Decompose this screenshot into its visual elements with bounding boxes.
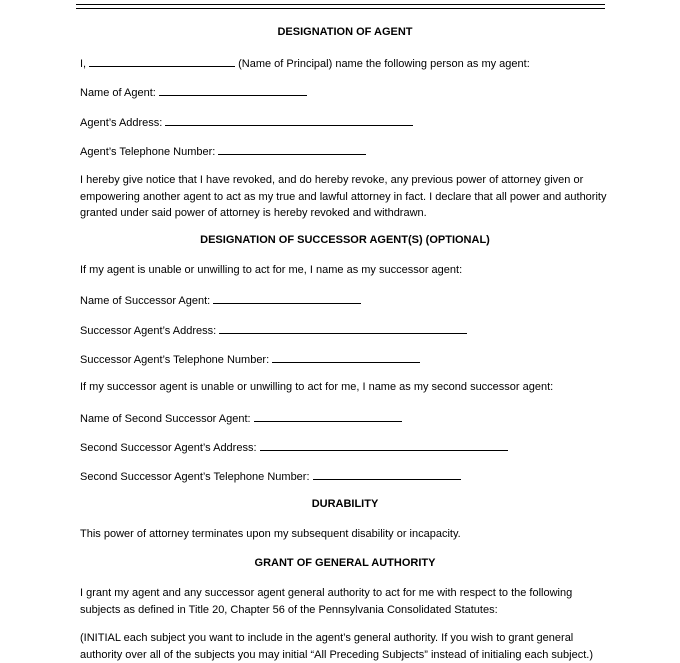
agent-phone-line: [80, 144, 369, 159]
successor-address-field[interactable]: [219, 323, 467, 334]
second-successor-address-label: Second Successor Agent’s Address:: [80, 442, 257, 454]
successor-phone-field[interactable]: [272, 352, 420, 363]
second-successor-phone-field[interactable]: [313, 469, 461, 480]
top-rule-double: [76, 8, 605, 9]
successor-address-label: Successor Agent’s Address:: [80, 325, 217, 337]
successor-name-line: [80, 293, 364, 308]
general-authority-paragraph: I grant my agent and any successor agent general authority to act for me with respect to the following subjects as defined in Title 20, Chapter 56 of the Pennsylvania Consolidated Statutes:: [80, 587, 573, 616]
successor-address-line: [80, 323, 470, 338]
second-successor-name-field[interactable]: [254, 411, 402, 422]
second-successor-phone-line: [80, 469, 464, 484]
agent-name-field[interactable]: [159, 85, 307, 96]
agent-address-label: Agent’s Address:: [80, 117, 163, 129]
principal-prefix: I,: [80, 58, 87, 70]
second-successor-intro: If my successor agent is unable or unwilling to act for me, I name as my second successor agent:: [80, 381, 554, 393]
initial-instruction-paragraph: (INITIAL each subject you want to include in the agent’s general authority. If you wish to grant general authority over all of the subjects you may initial “All Preceding Subjects” instead of initialing each subject.): [80, 632, 593, 661]
second-successor-phone-label: Second Successor Agent’s Telephone Number:: [80, 471, 310, 483]
agent-address-field[interactable]: [165, 115, 413, 126]
successor-name-field[interactable]: [213, 293, 361, 304]
second-successor-address-line: [80, 440, 511, 455]
durability-text: This power of attorney terminates upon my subsequent disability or incapacity.: [80, 528, 461, 540]
agent-name-line: [80, 85, 310, 100]
heading-successor-agents: DESIGNATION OF SUCCESSOR AGENT(S) (OPTIONAL): [200, 234, 490, 246]
principal-line: [80, 56, 530, 71]
principal-suffix: (Name of Principal) name the following person as my agent:: [238, 58, 530, 70]
heading-durability: DURABILITY: [311, 498, 379, 510]
agent-name-label: Name of Agent:: [80, 87, 156, 99]
successor-intro: If my agent is unable or unwilling to act for me, I name as my successor agent:: [80, 264, 463, 276]
agent-address-line: [80, 115, 416, 130]
agent-phone-field[interactable]: [218, 144, 366, 155]
successor-phone-label: Successor Agent’s Telephone Number:: [80, 354, 270, 366]
successor-name-label: Name of Successor Agent:: [80, 295, 211, 307]
revocation-paragraph: I hereby give notice that I have revoked, and do hereby revoke, any previous power of attorney given or empowering another agent to act as my true and lawful attorney in fact. I declare that all power and authority granted under said power of attorney is hereby revoked and withdrawn.: [80, 174, 607, 219]
top-rule: [76, 4, 605, 5]
heading-designation-of-agent: DESIGNATION OF AGENT: [277, 26, 413, 38]
second-successor-address-field[interactable]: [260, 440, 508, 451]
successor-phone-line: [80, 352, 423, 367]
principal-name-field[interactable]: [89, 56, 235, 67]
heading-general-authority: GRANT OF GENERAL AUTHORITY: [254, 557, 436, 569]
agent-phone-label: Agent’s Telephone Number:: [80, 146, 216, 158]
second-successor-name-line: [80, 411, 405, 426]
second-successor-name-label: Name of Second Successor Agent:: [80, 413, 251, 425]
